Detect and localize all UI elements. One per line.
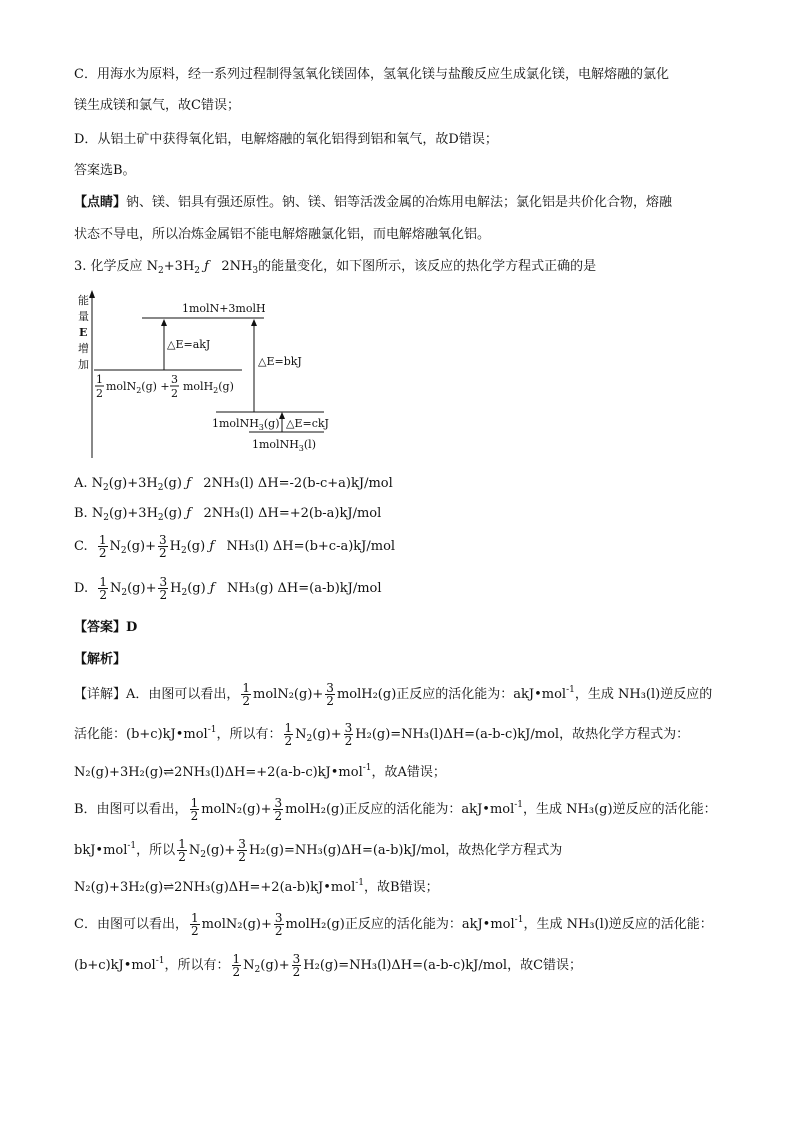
frac-den: 2	[96, 387, 103, 400]
text-line: 答案选B。	[74, 163, 136, 178]
dE-a-label: △E=akJ	[167, 338, 211, 351]
detail-b-line-3: N₂(g)+3H₂(g)⇌2NH₃(g)ΔH=+2(a-b)kJ•mol$^{-1}$，故B错误；	[74, 878, 439, 895]
tip-text: 钠、镁、铝具有强还原性。钠、镁、铝等活泼金属的冶炼用电解法；氯化铝是共价化合物，熔融	[126, 195, 673, 210]
detail-a-line-2: 活化能：(b+c)kJ•mol$^{-1}$，所以有： $\frac{1}{2}$ $N_2(g)+$ $\frac{3}{2}$ H₂(g)=NH₃(l)ΔH=(a-b-c)kJ/mol，故热化学方程式为：	[74, 721, 690, 748]
analysis-tag: 【解析】	[74, 652, 127, 667]
detail-a-line-3: N₂(g)+3H₂(g)⇌2NH₃(l)ΔH=+2(a-b-c)kJ•mol$^{-1}$，故A错误；	[74, 763, 446, 780]
y-label-char: E	[79, 326, 88, 339]
y-label-char: 加	[78, 358, 89, 371]
frac-num: 3	[171, 373, 178, 386]
text-line	[74, 194, 672, 212]
y-axis-arrow-icon	[89, 290, 95, 298]
text-line: 状态不导电，所以冶炼金属铝不能电解熔融氯化铝，而电解熔融氧化铝。	[74, 227, 491, 242]
level-reactants-label-2: molH$_2$(g)	[183, 380, 234, 395]
text-line: C．用海水为原料，经一系列过程制得氢氧化镁固体，氢氧化镁与盐酸反应生成氯化镁，电解熔融的氯化	[74, 67, 669, 82]
detail-a-line-1: 【详解】A．由图可以看出， $\frac{1}{2}$ molN₂(g)+ $\frac{3}{2}$ molH₂(g)正反应的活化能为：akJ•mol$^{-1}$，生成 NH₃(l)逆反应的	[74, 681, 713, 708]
text-line: 镁生成镁和氯气，故C错误；	[74, 98, 240, 113]
arrow-a-head-icon	[161, 319, 167, 326]
dE-b-label: △E=bkJ	[258, 355, 302, 368]
option-d: D. $\frac{1}{2}$ $N_2(g)+$ $\frac{3}{2}$ $H_2(g)$ ƒ NH₃(g) ΔH=(a-b)kJ/mol	[74, 575, 382, 602]
energy-diagram	[74, 290, 374, 460]
level-top-label: 1molN+3molH	[182, 302, 266, 315]
answer-tag: 【答案】D	[74, 620, 138, 635]
detail-b-line-1: B．由图可以看出， $\frac{1}{2}$ molN₂(g)+ $\frac{3}{2}$ molH₂(g)正反应的活化能为：akJ•mol$^{-1}$，生成 NH₃(g)逆反应的活化能：	[74, 796, 717, 823]
option-a: A. $N_2(g)+3H_2(g)$ ƒ 2NH₃(l) ΔH=-2(b-c+a)kJ/mol	[74, 476, 393, 493]
detail-c-line-1: C．由图可以看出， $\frac{1}{2}$ molN₂(g)+ $\frac{3}{2}$ molH₂(g)正反应的活化能为：akJ•mol$^{-1}$，生成 NH₃(l)逆反应的活化能：	[74, 911, 713, 938]
option-c: C. $\frac{1}{2}$ $N_2(g)+$ $\frac{3}{2}$ $H_2(g)$ ƒ NH₃(l) ΔH=(b+c-a)kJ/mol	[74, 533, 396, 560]
y-label-char: 量	[78, 310, 89, 323]
y-label-char: 能	[78, 294, 89, 307]
question-3-stem: 3. 化学反应 $N_2+3H_2$ ƒ $2NH_3$的能量变化，如下图所示，该反应的热化学方程式正确的是	[74, 259, 597, 276]
arrow-c-head-icon	[279, 412, 285, 419]
frac-num: 1	[96, 373, 103, 386]
level-reactants-label: molN$_2$(g) +	[106, 380, 170, 395]
dE-c-label: △E=ckJ	[286, 417, 329, 430]
detail-c-line-2: (b+c)kJ•mol$^{-1}$，所以有： $\frac{1}{2}$ $N_2(g)+$ $\frac{3}{2}$ H₂(g)=NH₃(l)ΔH=(a-b-c)kJ/mol，故C错误；	[74, 952, 583, 979]
frac-den: 2	[171, 387, 178, 400]
text-line: D．从铝土矿中获得氧化铝，电解熔融的氧化铝得到铝和氧气，故D错误；	[74, 132, 498, 147]
arrow-b-head-icon	[251, 319, 257, 326]
y-label-char: 增	[78, 342, 89, 355]
option-b: B. $N_2(g)+3H_2(g)$ ƒ 2NH₃(l) ΔH=+2(b-a)kJ/mol	[74, 506, 382, 523]
tip-tag: 【点睛】	[74, 195, 127, 210]
nh3-gas-label: 1molNH$_3$(g)	[212, 417, 280, 432]
detail-b-line-2: bkJ•mol$^{-1}$，所以 $\frac{1}{2}$ $N_2(g)+$ $\frac{3}{2}$ H₂(g)=NH₃(g)ΔH=(a-b)kJ/mol，故热化学方程式为	[74, 837, 563, 864]
nh3-liquid-label: 1molNH$_3$(l)	[252, 438, 316, 453]
